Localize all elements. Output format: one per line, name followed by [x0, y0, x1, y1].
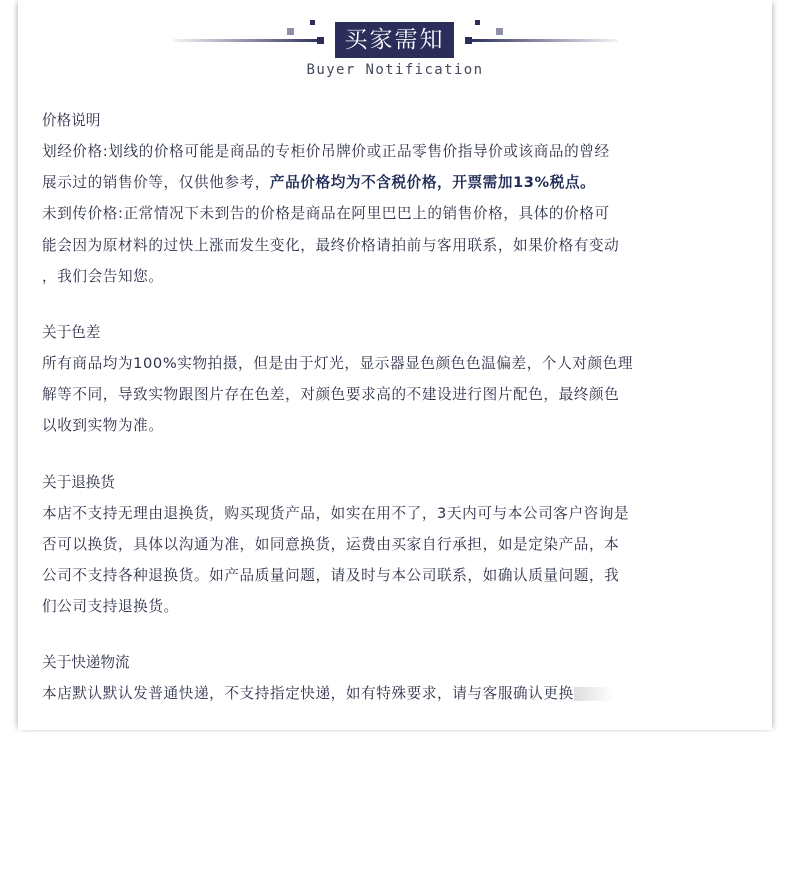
header-deco-square	[317, 37, 324, 44]
section-paragraph	[42, 498, 748, 623]
text-line	[42, 167, 748, 198]
tax-notice-bold: 产品价格均为不含税价格，开票需加13%税点。	[269, 174, 596, 192]
text-line: 本店不支持无理由退换货，购买现货产品，如实在用不了，3天内可与本公司客户咨询是	[42, 504, 630, 522]
header-deco-square	[475, 20, 480, 25]
notice-content	[42, 105, 748, 730]
section-paragraph	[42, 678, 748, 709]
section-heading: 关于快递物流	[42, 654, 130, 672]
header-left-rule	[173, 39, 323, 42]
section-heading: 价格说明	[42, 112, 101, 129]
header-deco-square	[465, 37, 472, 44]
section-price	[42, 105, 748, 292]
header-right-rule	[468, 39, 618, 42]
section-returns	[42, 467, 748, 623]
section-color-difference	[42, 317, 748, 442]
text-fade-cutoff	[574, 687, 614, 701]
header-deco-square	[496, 28, 503, 35]
section-paragraph	[42, 136, 748, 292]
text-line: 否可以换货，具体以沟通为准，如同意换货，运费由买家自行承担，如是定染产品，本	[42, 535, 620, 553]
text-normal: 本店默认默认发普通快递，不支持指定快递，如有特殊要求，请与客服确认更换	[42, 685, 574, 703]
section-heading: 关于色差	[42, 324, 101, 342]
header-deco-square	[287, 28, 294, 35]
text-line: 能会因为原材料的过快上涨而发生变化，最终价格请拍前与客用联系，如果价格有变动	[42, 236, 620, 254]
text-line: 们公司支持退换货。	[42, 598, 179, 616]
text-line: 解等不同，导致实物跟图片存在色差，对颜色要求高的不建设进行图片配色，最终颜色	[42, 386, 620, 404]
notice-header	[18, 0, 772, 90]
section-heading: 关于退换货	[42, 473, 115, 491]
text-normal: 展示过的销售价等，仅供他参考，	[42, 174, 270, 192]
page-subtitle: Buyer Notification	[306, 62, 484, 78]
text-line: ，我们会告知您。	[42, 267, 164, 285]
section-shipping	[42, 647, 748, 709]
section-paragraph	[42, 348, 748, 442]
header-deco-square	[310, 20, 315, 25]
page-title: 买家需知	[335, 22, 454, 58]
buyer-notice-card	[18, 0, 772, 730]
text-line: 未到传价格:正常情况下未到告的价格是商品在阿里巴巴上的销售价格，具体的价格可	[42, 205, 610, 223]
text-line: 公司不支持各种退换货。如产品质量问题，请及时与本公司联系，如确认质量问题，我	[42, 567, 620, 585]
text-line: 所有商品均为100%实物拍摄，但是由于灯光，显示器显色颜色色温偏差，个人对颜色理	[42, 355, 634, 373]
text-line	[42, 678, 748, 709]
text-line: 以收到实物为准。	[42, 417, 164, 435]
text-line: 划经价格:划线的价格可能是商品的专柜价吊牌价或正品零售价指导价或该商品的曾经	[42, 143, 610, 160]
